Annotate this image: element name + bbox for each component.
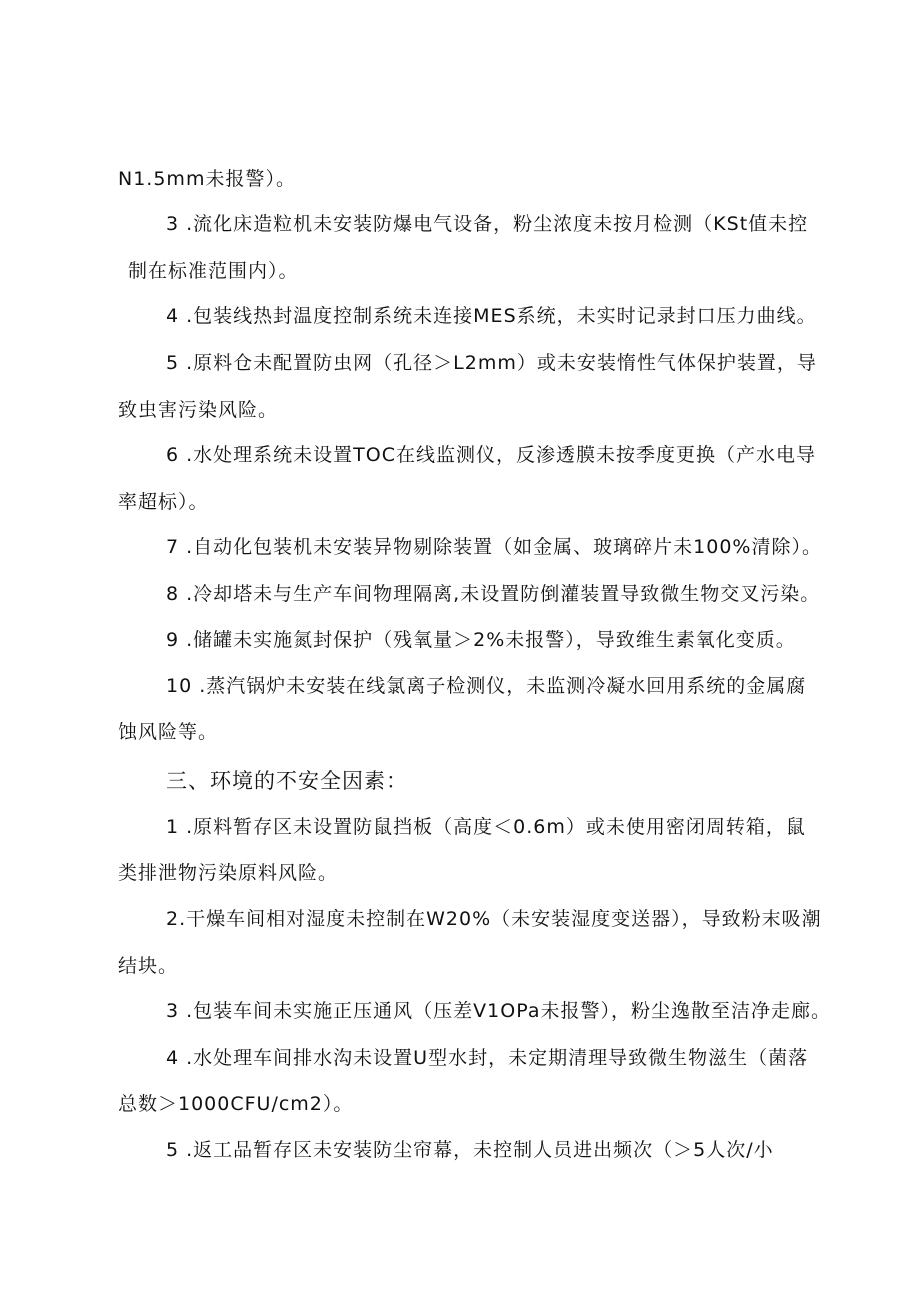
text-line-15: 类排泄物污染原料风险。 [118,862,339,884]
text-line-21: 5 .返工品暂存区未安装防尘帘幕，未控制人员进出频次（＞5人次/小 [166,1139,774,1161]
text-line-8: 率超标）。 [118,491,209,513]
text-line-18: 3 .包装车间未实施正压通风（压差V1OPa未报警），粉尘逸散至洁净走廊。 [166,1000,831,1022]
text-line-12: 10 .蒸汽锅炉未安装在线氯离子检测仪，未监测冷凝水回用系统的金属腐 [166,675,807,697]
text-line-16: 2.干燥车间相对湿度未控制在W20%（未安装湿度变送器），导致粉末吸潮 [166,908,822,930]
text-line-19: 4 .水处理车间排水沟未设置U型水封，未定期清理导致微生物滋生（菌落 [166,1047,809,1069]
text-line-3: 制在标准范围内）。 [128,260,299,282]
text-line-7: 6 .水处理系统未设置TOC在线监测仪，反渗透膜未按季度更换（产水电导 [166,444,816,466]
section-heading: 三、环境的不安全因素： [166,769,408,793]
text-line-10: 8 .冷却塔未与生产车间物理隔离,未设置防倒灌装置导致微生物交叉污染。 [166,583,821,605]
text-line-17: 结块。 [118,955,179,977]
text-line-6: 致虫害污染风险。 [118,399,279,421]
text-line-20: 总数＞1000CFU/cm2）。 [118,1093,354,1115]
text-line-2: 3 .流化床造粒机未安装防爆电气设备，粉尘浓度未按月检测（KSt值未控 [166,213,809,235]
text-line-5: 5 .原料仓未配置防虫网（孔径＞L2mm）或未安装惰性气体保护装置，导 [166,352,817,374]
text-line-9: 7 .自动化包装机未安装异物剔除装置（如金属、玻璃碎片未100%清除）。 [166,536,822,558]
text-line-14: 1 .原料暂存区未设置防鼠挡板（高度＜0.6m）或未使用密闭周转箱，鼠 [166,816,806,838]
text-line-1: N1.5mm未报警）。 [118,168,296,190]
text-line-11: 9 .储罐未实施氮封保护（残氧量＞2%未报警），导致维生素氧化变质。 [166,629,796,651]
text-line-13: 蚀风险等。 [118,721,219,743]
text-line-4: 4 .包装线热封温度控制系统未连接MES系统，未实时记录封口压力曲线。 [166,305,817,327]
